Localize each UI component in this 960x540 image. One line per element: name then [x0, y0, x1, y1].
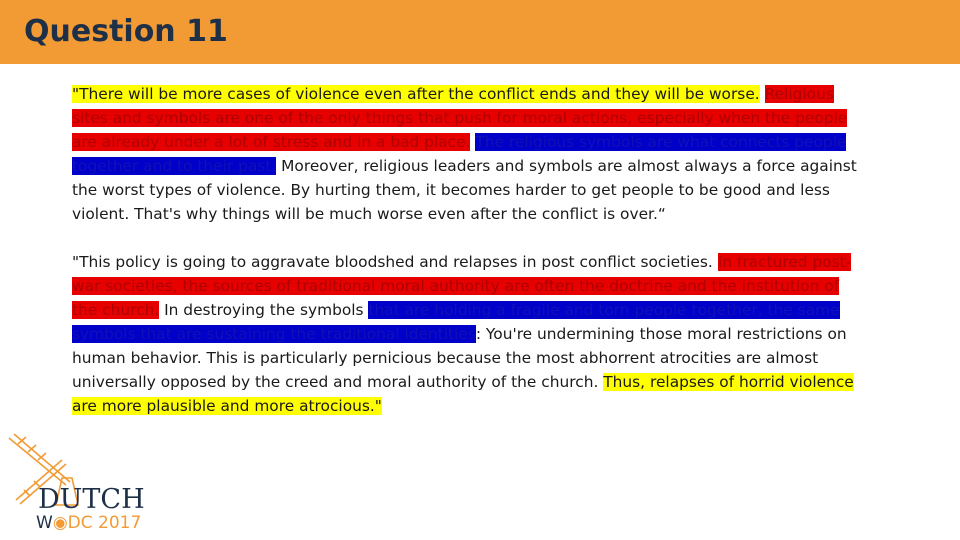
dutch-wudc-2017-logo	[4, 430, 154, 535]
text-segment	[760, 85, 765, 103]
highlighted-yellow-segment: "There will be more cases of violence even after the conflict ends and they will be worse.	[72, 85, 760, 103]
page-title: Question 11	[24, 14, 228, 49]
title-bar	[0, 0, 960, 64]
text-segment	[713, 253, 718, 271]
text-segment: Moreover, religious leaders and symbols are almost always a force against the worst types of violence. By hurting them, it becomes harder to get people to be good and less violent. That's why things will be much worse even after the conflict is over.“	[72, 157, 857, 223]
quote-paragraph	[72, 82, 858, 226]
quote-paragraph	[72, 250, 858, 418]
highlighted-blue-segment: The religious symbols are what connects people together and to their past.	[72, 133, 847, 175]
highlighted-yellow-segment: Thus, relapses of horrid violence are more plausible and more atrocious."	[72, 373, 854, 415]
text-segment: In destroying the symbols	[159, 301, 369, 319]
logo-w: W	[36, 513, 53, 533]
highlighted-red-segment: In fractured post-war societies, the sources of traditional moral authority are often the doctrine and the institution of the church.	[72, 253, 852, 319]
text-segment: : You're undermining those moral restrictions on human behavior. This is particularly pernicious because the most abhorrent atrocities are almost universally opposed by the creed and moral authority of the church.	[72, 325, 847, 391]
svg-text:W◉DC 2017: W◉DC 2017	[36, 513, 142, 533]
text-segment: "This policy is going to aggravate bloodshed and relapses in post conflict societies.	[72, 253, 713, 271]
highlighted-blue-segment: that are holding a fragile and torn people together, the same symbols that are sustaining the traditional identities	[72, 301, 840, 343]
logo-dc-2017: DC 2017	[67, 513, 142, 533]
logo-word-dutch: DUTCH	[38, 484, 145, 515]
quote-content	[72, 82, 858, 442]
highlighted-red-segment: Religious sites and symbols are one of the only things that push for moral actions, especially when the people are already under a lot of stress and in a bad place.	[72, 85, 848, 151]
